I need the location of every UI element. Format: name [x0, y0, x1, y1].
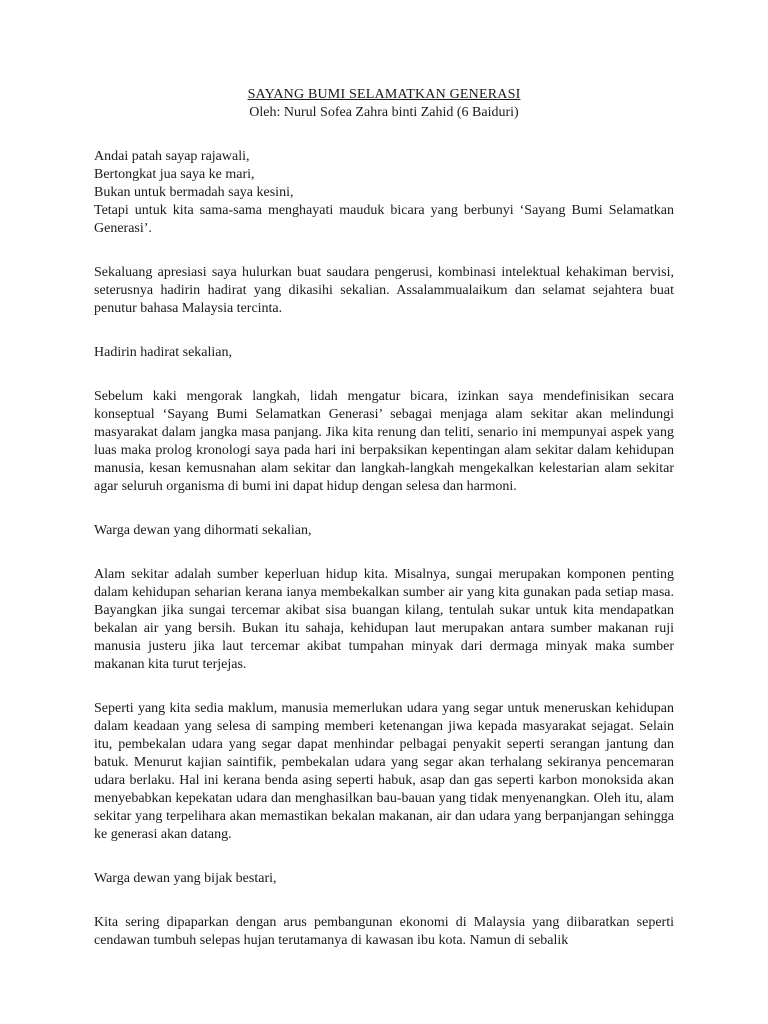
pantun-line: Tetapi untuk kita sama-sama menghayati mauduk bicara yang berbunyi ‘Sayang Bumi Selamatkan Generasi’. — [94, 203, 674, 236]
document-title: SAYANG BUMI SELAMATKAN GENERASI — [247, 87, 521, 102]
paragraph-definition: Sebelum kaki mengorak langkah, lidah mengatur bicara, izinkan saya mendefinisikan secara konseptual ‘Sayang Bumi Selamatkan Generasi’ sebagai menjaga alam sekitar akan melindungi masyarakat dalam jangka masa panjang. Jika kita renung dan teliti, senario ini mempunyai aspek yang luas maka prolog kronologi saya pada hari ini berpaksikan kepentingan alam sekitar dalam kehidupan manusia, kesan kemusnahan alam sekitar dan langkah-langkah mengekalkan kelestarian alam sekitar agar seluruh organisma di bumi ini dapat hidup dengan selesa dan harmoni. — [94, 389, 674, 494]
pantun-verse — [94, 148, 674, 238]
salutation: Warga dewan yang dihormati sekalian, — [94, 523, 312, 538]
paragraph-greeting: Sekaluang apresiasi saya hulurkan buat saudara pengerusi, kombinasi intelektual kehakiman bervisi, seterusnya hadirin hadirat yang dikasihi sekalian. Assalammualaikum dan selamat sejahtera buat penutur bahasa Malaysia tercinta. — [94, 265, 674, 316]
paragraph-clean-air: Seperti yang kita sedia maklum, manusia memerlukan udara yang segar untuk meneruskan kehidupan dalam keadaan yang selesa di samping memberi ketenangan jiwa kepada masyarakat sejagat. Selain itu, pembekalan udara yang segar dapat menhindar pelbagai penyakit seperti serangan jantung dan batuk. Menurut kajian saintifik, pembekalan udara yang segar akan terhalang sekiranya pencemaran udara berlaku. Hal ini kerana benda asing seperti habuk, asap dan gas seperti karbon monoksida akan menyebabkan kepekatan udara dan menghasilkan bau-bauan yang tidak menyenangkan. Oleh itu, alam sekitar yang terpelihara akan memastikan bekalan makanan, air dan udara yang berpanjangan sehingga ke generasi akan datang. — [94, 701, 674, 842]
pantun-line: Bertongkat jua saya ke mari, — [94, 167, 255, 182]
pantun-line: Bukan untuk bermadah saya kesini, — [94, 185, 294, 200]
paragraph-natural-resources: Alam sekitar adalah sumber keperluan hidup kita. Misalnya, sungai merupakan komponen penting dalam kehidupan seharian kerana ianya membekalkan sumber air yang kita gunakan pada setiap masa. Bayangkan jika sungai tercemar akibat sisa buangan kilang, tentulah sukar untuk kita mendapatkan bekalan air yang bersih. Bukan itu sahaja, kehidupan laut merupakan antara sumber makanan ruji manusia justeru jika laut tercemar akibat tumpahan minyak dari dermaga minyak maka sumber makanan kita turut terjejas. — [94, 567, 674, 672]
paragraph-development: Kita sering dipaparkan dengan arus pembangunan ekonomi di Malaysia yang diibaratkan seperti cendawan tumbuh selepas hujan terutamanya di kawasan ibu kota. Namun di sebalik — [94, 915, 674, 948]
document-page — [94, 86, 674, 976]
salutation: Hadirin hadirat sekalian, — [94, 345, 233, 360]
salutation: Warga dewan yang bijak bestari, — [94, 871, 277, 886]
document-byline: Oleh: Nurul Sofea Zahra binti Zahid (6 Baiduri) — [249, 105, 519, 120]
pantun-line: Andai patah sayap rajawali, — [94, 149, 250, 164]
